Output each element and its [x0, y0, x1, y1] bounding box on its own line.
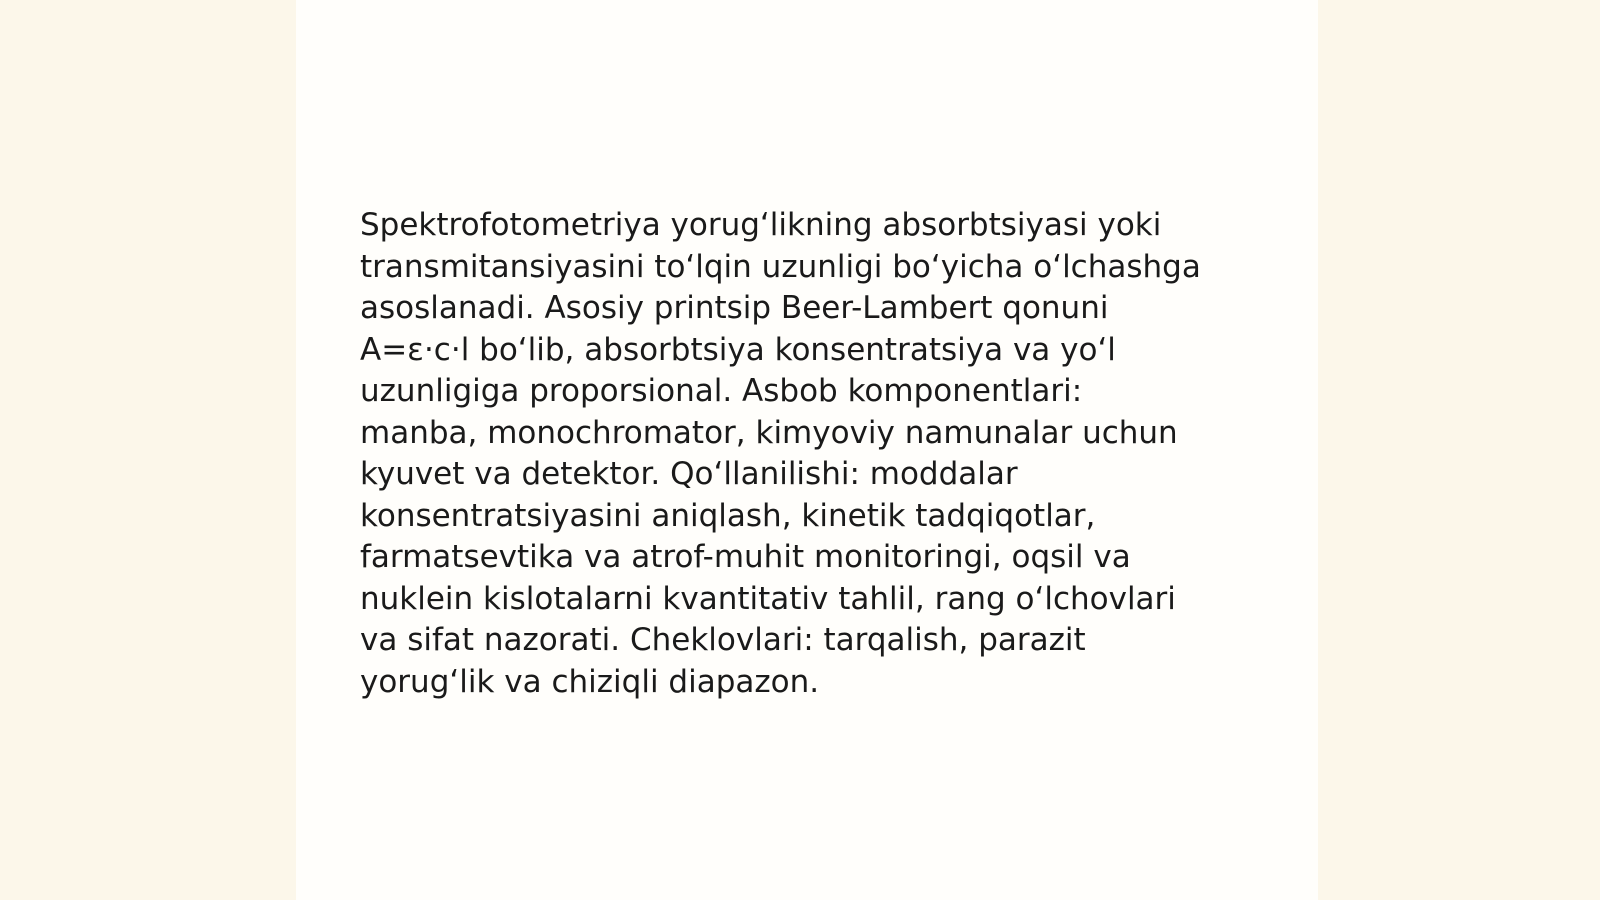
- slide-body-text: Spektrofotometriya yorugʻlikning absorbtsiyasi yoki transmitansiyasini toʻlqin uzunligi boʻyicha oʻlchashga asoslanadi. Asosiy printsip Beer-Lambert qonuni A=ε·c·l boʻlib, absorbtsiya konsentratsiya va yoʻl uzunligiga proporsional. Asbob komponentlari: manba, monochromator, kimyoviy namunalar uchun kyuvet va detektor. Qoʻllanilishi: moddalar konsentratsiyasini aniqlash, kinetik tadqiqotlar, farmatsevtika va atrof-muhit monitoringi, oqsil va nuklein kislotalarni kvantitativ tahlil, rang oʻlchovlari va sifat nazorati. Cheklovlari: tarqalish, parazit yorugʻlik va chiziqli diapazon.: [360, 207, 1201, 700]
- slide: [296, 0, 1318, 900]
